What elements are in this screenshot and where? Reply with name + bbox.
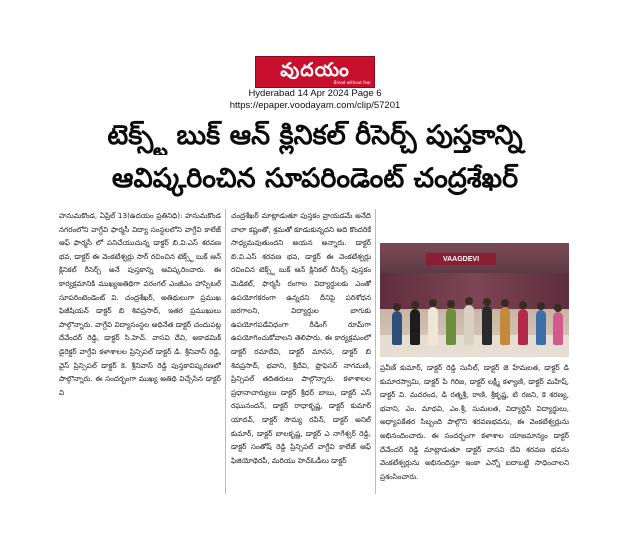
column-divider [375, 209, 376, 494]
article-column-1-text: హనుమకొండ, ఏప్రిల్ 13(ఉదయం ప్రతినిధి): హనుమకొండ నగరంలోని వాగ్దేవి ఫార్మసీ విద్యా సంస్థలలోని వాగ్దేవి కాలేజ్ ఆఫ్ ఫార్మసీ లో పనిచేయుచున్న డాక్టర్ బి.వి.ఎస్ శరవణ భవ, డాక్టర్ ఈ వెంకటేశ్వర్లు సార్ రచించిన టెక్స్ట్ బుక్ ఆన్ క్లినికల్ రీసెర్చ్ అనే పుస్తకాన్ని ఆవిష్కరించారు. ఈ కార్యక్రమానికి ముఖ్యఅతిథిగా వరంగల్ ఎంజీఎం హాస్పిటల్ సూపరింటెండెంట్ వి. చంద్రశేఖర్, అతిథులుగా ప్రముఖ ఫిజీషియన్ డాక్టర్ బి శివప్రసాద్, ఇతర ప్రముఖులు పాల్గొన్నారు. వాగ్దేవి విద్యాసంస్థల అధినేత డాక్టర్ చందుపట్ల దేవేందర్ రెడ్డి, డాక్టర్ సి.హెచ్. వాసవి దేవి, అకాడమిక్ డైరెక్టర్ వాగ్దేవి కళాశాలల ప్రిన్సిపల్ డాక్టర్ డి. శ్రీనివాస్ రెడ్డి, వైస్ ప్రిన్సిపల్ డాక్టర్ కె. శ్రీనివాస్ రెడ్డి పుస్తకావిష్కరణలో పాల్గొన్నారు. ఈ సందర్భంగా ముఖ్య అతిథి విచ్చేసిన డాక్టర్ వి [59, 211, 221, 397]
person-figure [428, 307, 438, 345]
event-photo [380, 243, 569, 357]
article-column-3 [380, 361, 569, 491]
person-figure [536, 310, 546, 345]
photo-banner-text: VAAGDEVI [426, 253, 496, 265]
article-column-3-text: ప్రవీణ్ కుమార్, డాక్టర్ రెడ్డి సునీల్, డాక్టర్ జె హేమలత, డాక్టర్ డి కుమారస్వామి, డాక్టర్ పి గిరిజ, డాక్టర్ లక్ష్మీ కళ్యాణి, డాక్టర్ మహేష్, డాక్టర్ వి. మదరంద, డి రత్నశ్రీ, రాణి, శ్రీకృష్ణ, టి రజని, కె శరణ్య, భవాని, ఎం. మాధవి, ఎం.శ్రీ, సుమలత, విద్యార్థినీ విద్యార్థులు, అధ్యాపకేతర సిబ్బంది పాల్గొని శరవణభవను, ఈ వెంకటేశ్వర్లును అభినందించారు. ఈ సందర్భంగా కళాశాల యాజమాన్యం డాక్టర్ దేవేందర్ రెడ్డి మాట్లాడుతూ డాక్టర్ వాసవి దేవి శరవణ భవను వెంకటేశ్వర్లును అభినందిస్తూ ఇంకా ఎన్నో ఐదాబట్టి సాధించాలని ప్రశంసించారు. [380, 363, 569, 481]
masthead-tagline: Bread without fear [333, 80, 371, 85]
person-figure [446, 308, 456, 345]
person-figure [482, 306, 492, 345]
person-figure [410, 309, 420, 345]
person-figure [518, 309, 528, 345]
article-column-2-text: చంద్రశేఖర్ మాట్లాడుతూ పుస్తకం వ్రాయడమే అనేది చాలా కష్టంతో, శ్రమతో కూడుకున్నదని అది కొందరికే సాధ్యమవుతుందని అయన అన్నారు. డాక్టర్ బి.వి.ఎస్ శరవణ భవ, డాక్టర్ ఈ వెంకటేశ్వర్లు రచించిన టెక్స్ట్ బుక్ ఆన్ క్లినికల్ రీసెర్చ్ పుస్తకం మెడికల్, ఫార్మసీ రంగాల విద్యార్థులకు ఎంతో ఉపయోగకరంగా ఉన్నదని దీనిపై పరిశోధన జరగాలని, విద్యార్థుల బాగుకు ఉపయోగపడేవిధంగా రీడింగ్ రూమ్‌గా ఉపయోగించుకోవాలని తెలిపారు. ఈ కార్యక్రమంలో డాక్టర్ రమాదేవి, డాక్టర్ మానస, డాక్టర్ బి శివప్రసాద్, భవాని, శ్రీదేవి, ఫ్రొఫెసర్ నాగమణి, ప్రిన్సిపల్ తదితరులు పాల్గొన్నారు. కళాశాలల ప్రధానాచార్యులు డాక్టర్ శ్రీధర్ బాబు, డాక్టర్ ఎస్ రఘునందన్, డాక్టర్ రాధాకృష్ణ, డాక్టర్ కుమార్ యాదవ్, డాక్టర్ సౌమ్య రవీన్, డాక్టర్ అనిల్ కుమార్, డాక్టర్ బాలకృష్ణ, డాక్టర్ ఎ నాగేశ్వర్ రెడ్డి, డాక్టర్ సంతోష్ రెడ్డి ప్రిన్సిపల్ వాగ్దేవి కాలేజ్ ఆఫ్ ఫిజియోథెరపీ, మరియు హెచ్ఓడీలు డాక్టర్ [231, 211, 371, 465]
edition-date-page: Hyderabad 14 Apr 2024 Page 6 [248, 88, 382, 99]
masthead-name: వుదయం [280, 58, 350, 81]
person-figure [553, 312, 563, 345]
column-divider [225, 209, 226, 494]
headline-line-2: ఆవిష్కరించిన సూపరిండెంట్ చంద్రశేఖర్ [111, 163, 519, 194]
person-figure [500, 307, 510, 345]
person-figure [392, 311, 402, 345]
article-body [59, 209, 569, 494]
article-column-1 [59, 209, 221, 494]
article-column-2 [231, 209, 371, 494]
person-figure [464, 305, 474, 345]
headline-line-1: టెక్స్ట్ బుక్ ఆన్ క్లినికల్ రీసెర్చ్ పుస్తకాన్ని [107, 120, 523, 151]
clip-url-link[interactable]: https://epaper.voodayam.com/clip/57201 [229, 100, 401, 111]
newspaper-masthead-logo [255, 56, 375, 88]
